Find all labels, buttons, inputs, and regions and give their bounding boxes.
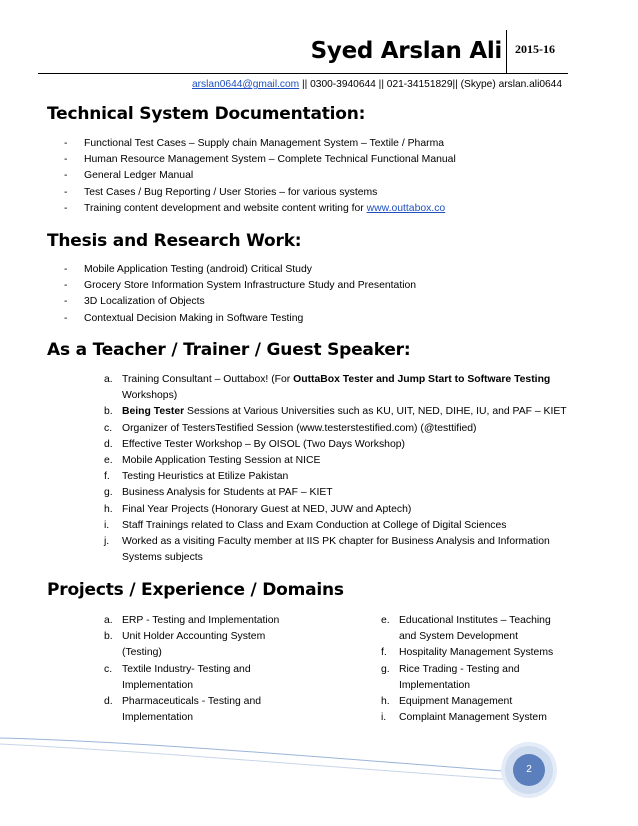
section-heading-projects: Projects / Experience / Domains <box>47 580 344 600</box>
list-item-continuation: Implementation <box>399 679 471 691</box>
list-item-text: Rice Trading - Testing and <box>399 663 520 675</box>
list-marker: e. <box>104 455 113 467</box>
contact-details: || 0300-3940644 || 021-34151829|| (Skype) arslan.ali0644 <box>299 79 562 90</box>
list-item-text: Business Analysis for Students at PAF – KIET <box>122 487 333 499</box>
list-item-bold: Being Tester <box>122 406 185 418</box>
list-item-continuation: Workshops) <box>122 390 178 402</box>
list-item-continuation: Systems subjects <box>122 552 203 564</box>
list-item-continuation: Implementation <box>122 679 194 691</box>
list-item-text: Complaint Management System <box>399 712 547 724</box>
list-item-text: Worked as a visiting Faculty member at IIS PK chapter for Business Analysis and Information <box>122 536 550 548</box>
list-marker: g. <box>381 663 390 675</box>
list-item: - Mobile Application Testing (android) Critical Study <box>64 262 584 278</box>
section-heading-technical: Technical System Documentation: <box>47 104 366 124</box>
list-marker: b. <box>104 406 113 418</box>
list-item-text: Organizer of TestersTestified Session (www.testerstestified.com) (@testtified) <box>122 422 477 434</box>
list-item: - General Ledger Manual <box>64 168 584 184</box>
list-marker: j. <box>104 536 110 548</box>
list-marker: h. <box>381 696 390 708</box>
page-number: 2 <box>513 754 545 786</box>
page-number-badge <box>505 746 553 794</box>
list-marker: e. <box>381 615 390 626</box>
section-heading-teacher: As a Teacher / Trainer / Guest Speaker: <box>47 340 411 360</box>
list-marker: g. <box>104 487 113 499</box>
list-item-text: Educational Institutes – Teaching <box>399 615 551 626</box>
header-year: 2015-16 <box>515 42 555 56</box>
list-item-text: Effective Tester Workshop – By OISOL (Two Days Workshop) <box>122 438 405 450</box>
resume-name: Syed Arslan Ali <box>310 38 502 64</box>
list-item-continuation: (Testing) <box>122 647 162 659</box>
list-item-text: Testing Heuristics at Etilize Pakistan <box>122 471 289 483</box>
list-item: - Grocery Store Information System Infrastructure Study and Presentation <box>64 278 584 294</box>
list-marker: c. <box>104 663 113 675</box>
list-item-text: Sessions at Various Universities such as KU, UIT, NED, DIHE, IU, and PAF – KIET <box>184 406 567 418</box>
list-item: - Functional Test Cases – Supply chain Management System – Textile / Pharma <box>64 136 584 152</box>
list-item-text: Training Consultant – Outtabox! (For <box>122 374 294 385</box>
list-marker: d. <box>104 438 113 450</box>
list-item-text: Mobile Application Testing Session at NICE <box>122 455 321 467</box>
list-item-text: Textile Industry- Testing and <box>122 663 251 675</box>
email-link[interactable]: arslan0644@gmail.com <box>191 79 300 90</box>
list-item: - Test Cases / Bug Reporting / User Stories – for various systems <box>64 185 584 201</box>
list-marker: c. <box>104 422 113 434</box>
list-item-continuation: and System Development <box>399 631 518 643</box>
list-marker: i. <box>104 519 110 531</box>
outtabox-link[interactable]: www.outtabox.co <box>366 202 446 214</box>
list-item-text: Staff Trainings related to Class and Exam Conduction at College of Digital Sciences <box>122 519 507 531</box>
list-item-text: Training content development and website content writing for <box>84 202 367 214</box>
list-marker: a. <box>104 374 113 385</box>
list-item-text: Final Year Projects (Honorary Guest at NED, JUW and Aptech) <box>122 503 412 515</box>
list-marker: i. <box>381 712 387 724</box>
list-item-bold: OuttaBox Tester and Jump Start to Software Testing <box>293 374 551 385</box>
list-marker: f. <box>381 647 387 659</box>
list-item-text: ERP - Testing and Implementation <box>122 615 280 626</box>
list-marker: d. <box>104 696 113 708</box>
section-heading-thesis: Thesis and Research Work: <box>47 231 302 251</box>
list-item-text: Pharmaceuticals - Testing and <box>122 696 261 708</box>
list-item-continuation: Implementation <box>122 712 194 724</box>
list-marker: h. <box>104 503 113 515</box>
list-item: - 3D Localization of Objects <box>64 294 584 310</box>
list-item-text: Equipment Management <box>399 696 513 708</box>
list-marker: a. <box>104 615 113 626</box>
list-item: - Contextual Decision Making in Software Testing <box>64 311 584 327</box>
list-marker: f. <box>104 471 110 483</box>
list-marker: b. <box>104 631 113 643</box>
list-item-text: Hospitality Management Systems <box>399 647 554 659</box>
list-item-text: Unit Holder Accounting System <box>122 631 266 643</box>
list-item: - Human Resource Management System – Complete Technical Functional Manual <box>64 152 584 168</box>
